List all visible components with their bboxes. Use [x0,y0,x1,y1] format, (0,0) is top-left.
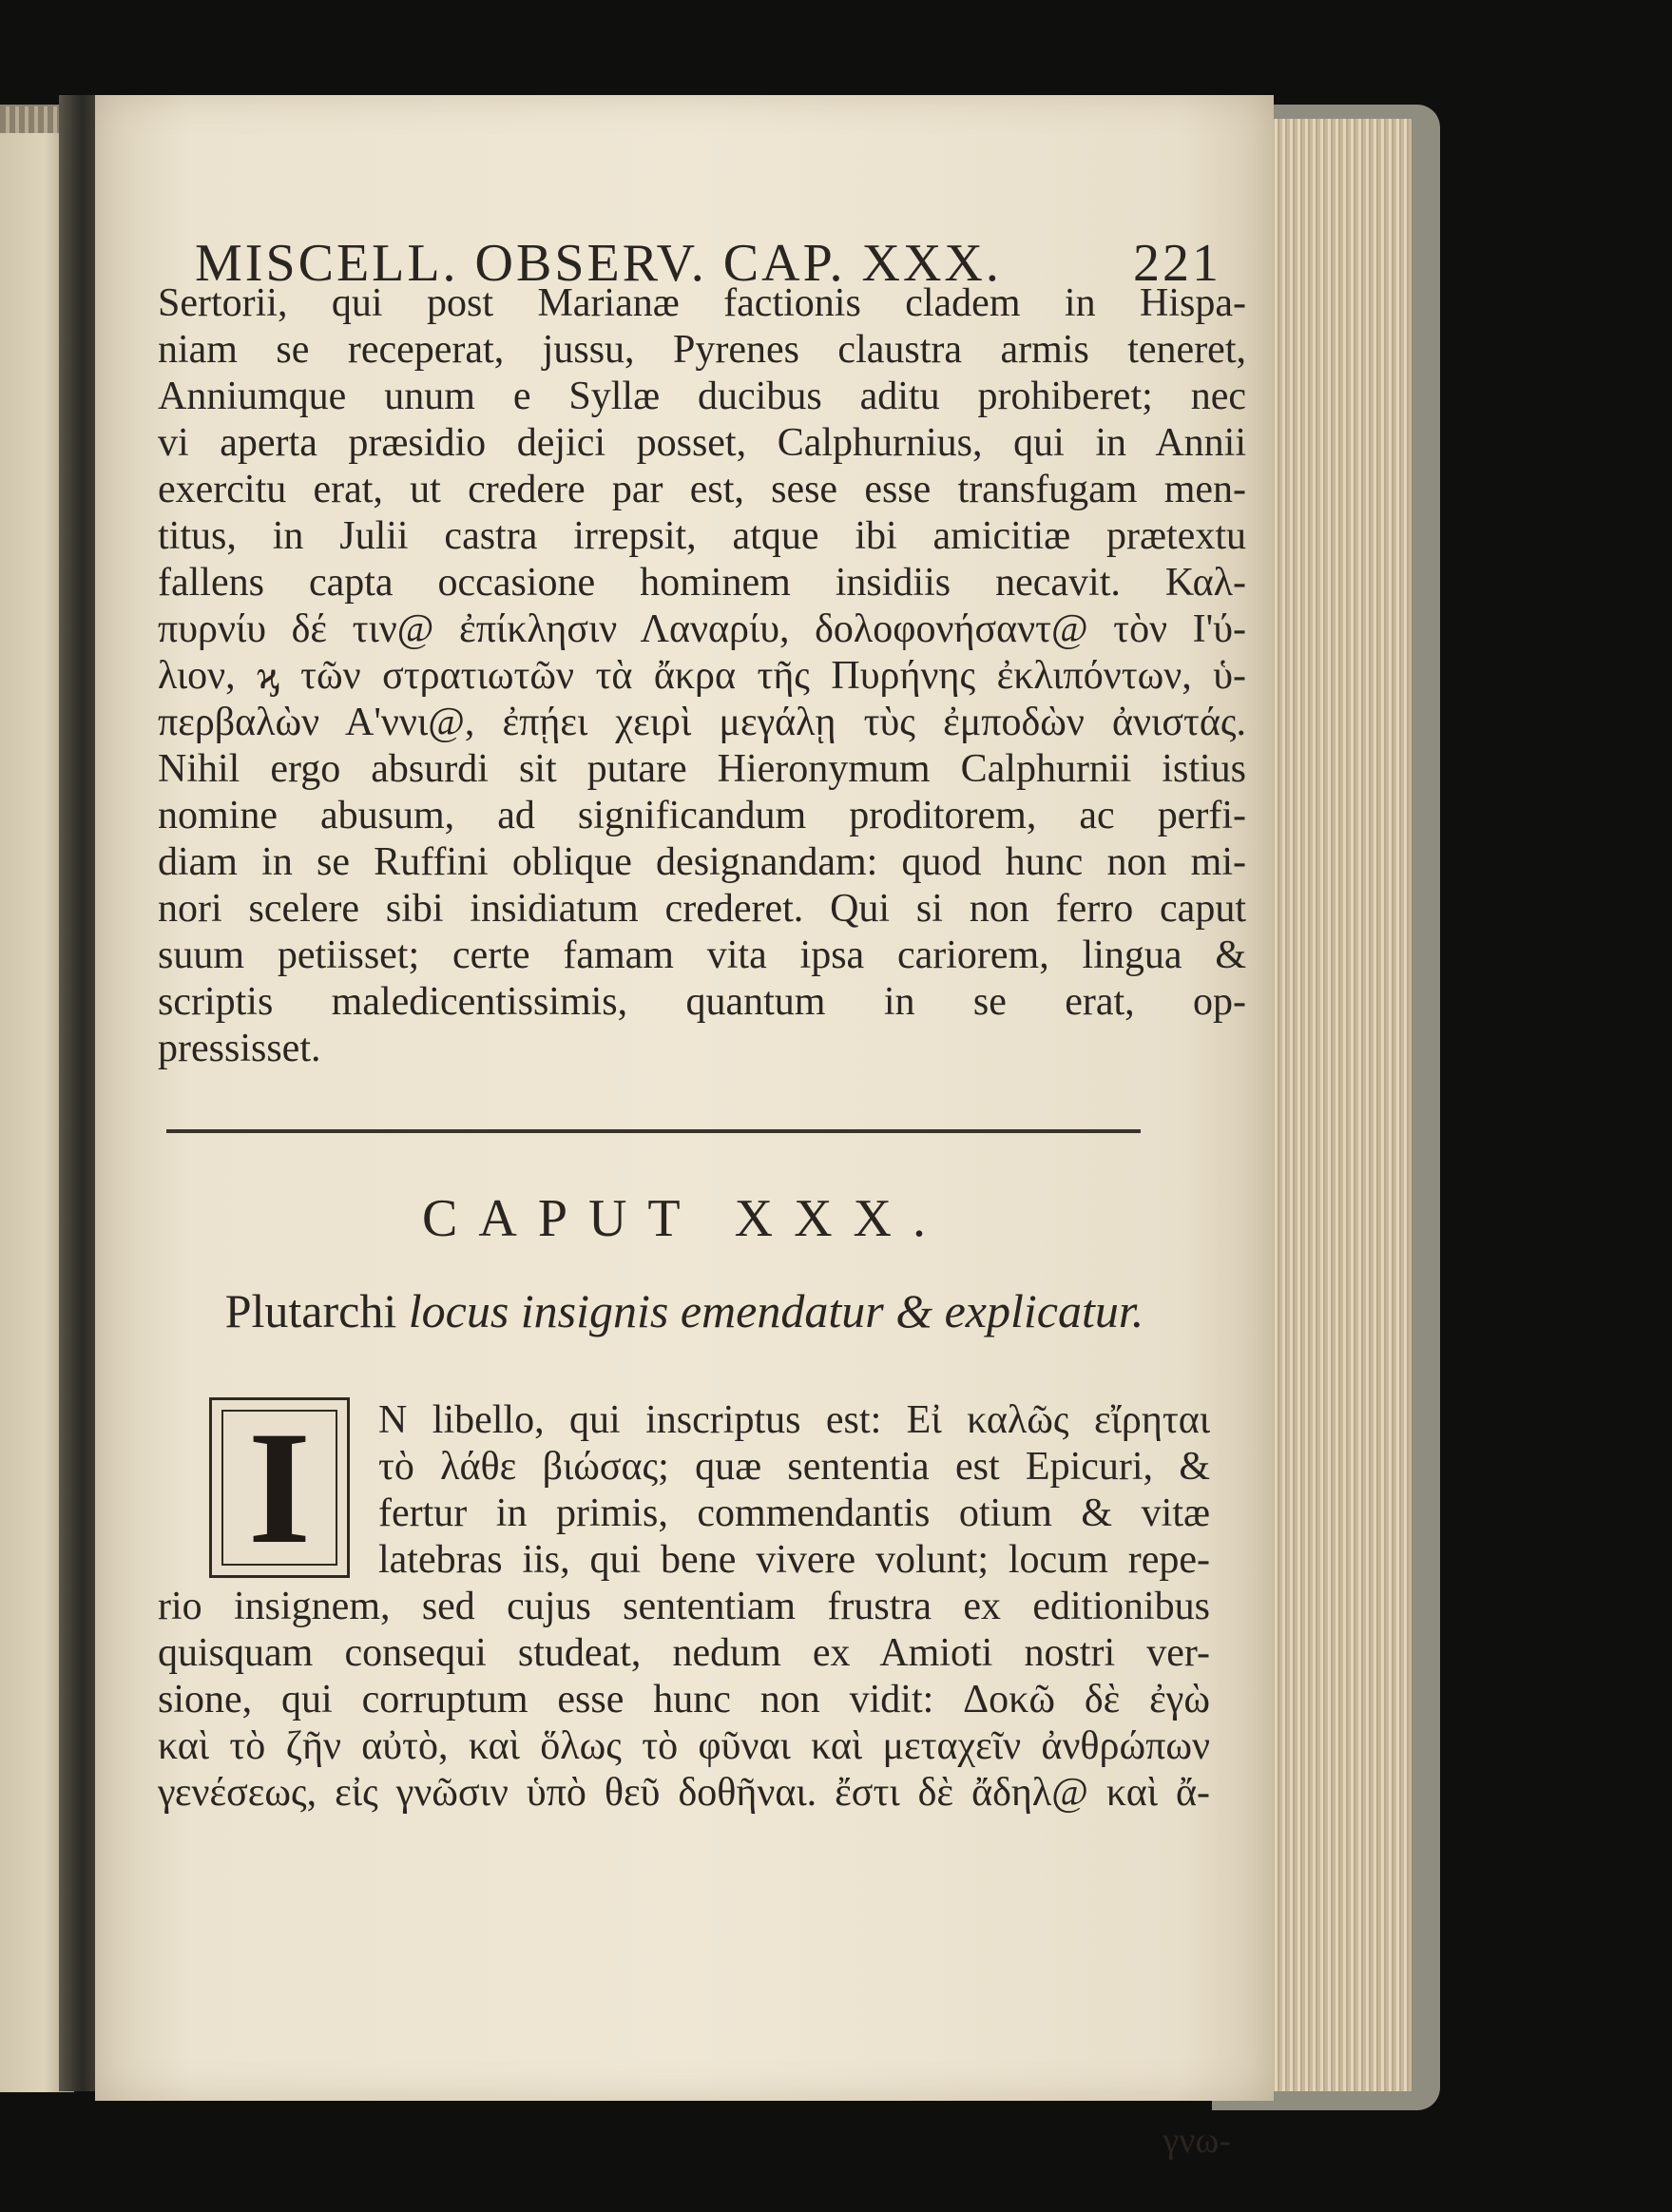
chapter-title: CAPUT XXX. [422,1189,947,1248]
text-line: γενέσεως, εἰς γνῶσιν ὑπὸ θεῦ δοθῆναι. ἔστι δὲ ἄδηλ@ καὶ ἄ- [158,1771,1210,1815]
text-line: latebras iis, qui bene vivere volunt; locum repe- [378,1538,1210,1582]
text-line: rio insignem, sed cujus sententiam frustra ex editionibus [158,1585,1210,1628]
text-line: niam se receperat, jussu, Pyrenes claustra armis teneret, [158,328,1246,372]
text-line: καὶ τὸ ζῆν αὐτὸ, καὶ ὅλως τὸ φῦναι καὶ μεταχεῖν ἀνθρώπων [158,1724,1210,1768]
text-line: titus, in Julii castra irrepsit, atque ibi amicitiæ prætextu [158,514,1246,558]
book-page [95,95,1274,2161]
paragraph-indented [378,1397,1210,1584]
text-line: fallens capta occasione hominem insidiis necavit. Καλ- [158,561,1246,605]
text-line: περβαλὼν Α'ννι@, ἐπῄει χειρὶ μεγάλῃ τὺς ἐμποδὼν ἀνιστάς. [158,701,1246,744]
catchword: γνω- [1163,2121,1231,2161]
text-line: pressisset. [158,1027,321,1070]
page-number: 221 [1133,234,1221,293]
text-line: nori scelere sibi insidiatum crederet. Qui si non ferro caput [158,887,1246,931]
text-line: diam in se Ruffini oblique designandam: quod hunc non mi- [158,840,1246,884]
running-title: MISCELL. OBSERV. CAP. XXX. [195,234,1002,293]
subtitle-roman: Plutarchi [224,1284,397,1337]
text-line: πυρνίυ δέ τιν@ ἐπίκλησιν Λαναρίυ, δολοφονήσαντ@ τὸν Ι'ύ- [158,607,1246,651]
drop-cap-letter: I [247,1398,312,1577]
paragraph-full [158,1584,1210,1817]
text-line: nomine abusum, ad significandum proditorem, ac perfi- [158,794,1246,837]
text-line: Anniumque unum e Syllæ ducibus aditu prohiberet; nec [158,375,1246,418]
section-rule [166,1129,1141,1133]
text-line: fertur in primis, commendantis otium & vitæ [378,1491,1210,1535]
text-line: τὸ λάθε βιώσας; quæ sententia est Epicuri, & [378,1445,1210,1489]
text-line: sione, qui corruptum esse hunc non vidit: Δοκῶ δὲ ἐγὼ [158,1678,1210,1722]
text-line: Nihil ergo absurdi sit putare Hieronymum Calphurnii istius [158,747,1246,791]
subtitle-italic: locus insignis emendatur & explicatur. [408,1284,1144,1337]
text-line: suum petiisset; certe famam vita ipsa cariorem, lingua & [158,933,1246,977]
page-block-edges [1264,119,1412,2091]
text-line: quisquam consequi studeat, nedum ex Amioti nostri ver- [158,1631,1210,1675]
text-line: N libello, qui inscriptus est: Εἰ καλῶς εἴρηται [378,1398,1210,1442]
text-line: λιον, ϗ τῶν στρατιωτῶν τὰ ἄκρα τῆς Πυρήνης ἐκλιπόντων, ὑ- [158,654,1246,698]
text-line: scriptis maledicentissimis, quantum in se erat, op- [158,980,1246,1024]
body-text [158,280,1246,1072]
drop-cap-ornament [209,1397,350,1578]
chapter-subtitle [95,1283,1274,1338]
text-line: Sertorii, qui post Marianæ factionis cladem in Hispa- [158,281,1246,325]
text-line: exercitu erat, ut credere par est, sese esse transfugam men- [158,468,1246,511]
text-line: vi aperta præsidio dejici posset, Calphurnius, qui in Annii [158,421,1246,465]
